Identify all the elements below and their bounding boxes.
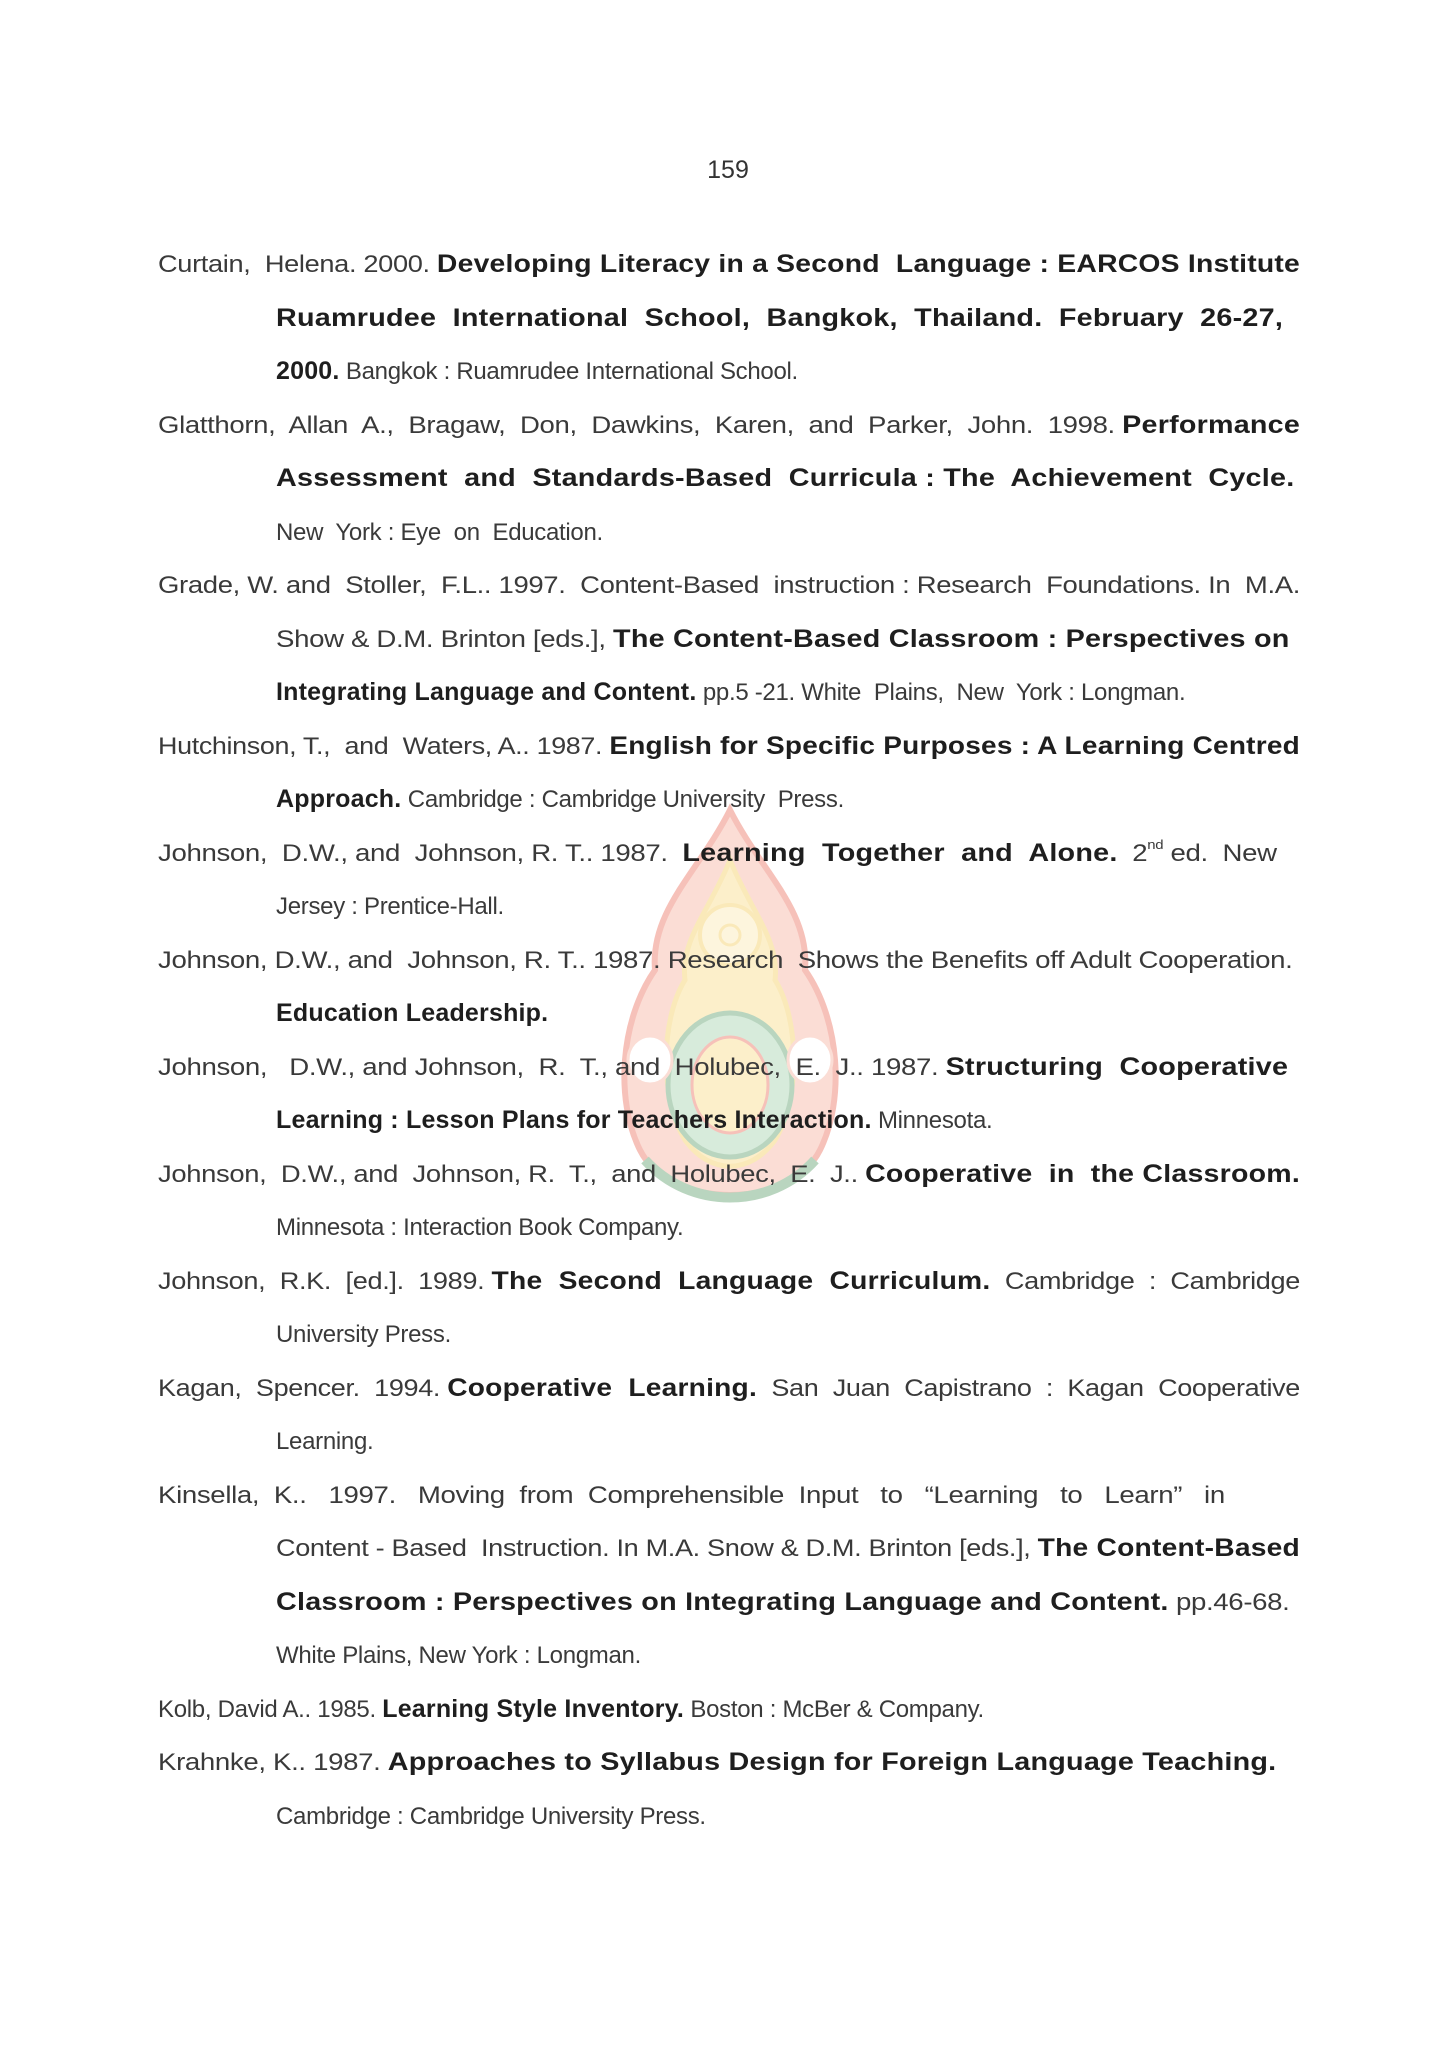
reference-text: University Press. (276, 1321, 451, 1348)
reference-line (158, 720, 1300, 774)
reference-line (158, 1148, 1300, 1202)
reference-line (158, 1362, 1300, 1416)
reference-text: Bangkok : Ruamrudee International School. (339, 358, 798, 385)
reference-entry (158, 399, 1300, 560)
reference-title-text: Assessment and Standards-Based Curricula : The Achievement Cycle. (276, 464, 1295, 492)
reference-text: 2nd (1117, 836, 1164, 867)
reference-text: Minnesota : Interaction Book Company. (276, 1214, 684, 1241)
reference-line (158, 934, 1300, 988)
page-number: 159 (707, 156, 749, 184)
reference-text: New York : Eye on Education. (276, 518, 603, 546)
reference-line (158, 1469, 1300, 1523)
reference-text: Content - Based Instruction. In M.A. Snow & D.M. Brinton [eds.], (276, 1535, 1038, 1562)
reference-line (158, 613, 1300, 667)
reference-line (158, 1415, 1300, 1469)
reference-text: Jersey : Prentice-Hall. (276, 893, 504, 920)
reference-line (158, 1790, 1300, 1844)
reference-title-text: The Content-Based Classroom : Perspectives on (613, 624, 1290, 653)
reference-title-text: Learning Together and Alone. (682, 838, 1118, 867)
reference-entry (158, 1469, 1300, 1683)
reference-text: Kolb, David A.. 1985. (158, 1695, 383, 1723)
reference-text: Kagan, Spencer. 1994. (158, 1374, 448, 1402)
reference-entry (158, 1148, 1300, 1255)
reference-text: Johnson, D.W., and Johnson, R. T.. 1987. (158, 839, 683, 867)
reference-line (158, 666, 1300, 720)
reference-line (158, 1094, 1300, 1148)
reference-title-text: Learning : Lesson Plans for Teachers Interaction. (276, 1106, 872, 1134)
reference-title-text: Approach. (276, 785, 402, 813)
reference-title-text: Performance (1122, 410, 1300, 439)
reference-text: ed. New (1163, 839, 1277, 867)
reference-text: Johnson, D.W., and Johnson, R. T., and Holubec, E. J.. (158, 1160, 866, 1188)
reference-entry (158, 720, 1300, 827)
reference-list (158, 238, 1300, 1843)
reference-text: Cambridge : Cambridge (990, 1267, 1300, 1295)
reference-text: Kinsella, K.. 1997. Moving from Comprehensible Input to “Learning to Learn” in (158, 1481, 1225, 1509)
reference-line (158, 1041, 1300, 1095)
reference-line (158, 238, 1300, 292)
reference-entry (158, 1736, 1300, 1843)
reference-line (158, 880, 1300, 934)
reference-text: Johnson, R.K. [ed.]. 1989. (158, 1267, 492, 1295)
reference-text: pp.5 -21. White Plains, New York : Longman. (696, 679, 1186, 706)
reference-title-text: Classroom : Perspectives on Integrating Language and Content. (276, 1587, 1169, 1616)
reference-entry (158, 559, 1300, 720)
reference-title-text: Ruamrudee International School, Bangkok, Thailand. February 26-27, (276, 303, 1284, 332)
reference-text: Minnesota. (871, 1107, 993, 1134)
reference-text: Johnson, D.W., and Johnson, R. T., and Holubec, E. J.. 1987. (158, 1053, 946, 1081)
reference-line (158, 1629, 1300, 1683)
reference-title-text: The Content-Based (1037, 1534, 1300, 1562)
reference-line (158, 345, 1300, 399)
reference-title-text: Structuring Cooperative (945, 1052, 1289, 1081)
reference-line (158, 1576, 1300, 1630)
reference-line (158, 292, 1300, 346)
reference-text: Hutchinson, T., and Waters, A.. 1987. (158, 732, 610, 760)
reference-text: pp.46-68. (1168, 1588, 1290, 1616)
reference-text: Cambridge : Cambridge University Press. (276, 1802, 706, 1830)
reference-line (158, 1683, 1300, 1737)
reference-text: Curtain, Helena. 2000. (158, 251, 437, 278)
reference-line (158, 1201, 1300, 1255)
reference-text: Learning. (276, 1428, 374, 1455)
reference-title-text: 2000. (276, 357, 340, 385)
reference-line (158, 399, 1300, 453)
reference-title-text: Cooperative in the Classroom. (865, 1159, 1300, 1188)
reference-line (158, 1308, 1300, 1362)
reference-line (158, 1736, 1300, 1790)
reference-text: Glatthorn, Allan A., Bragaw, Don, Dawkins, Karen, and Parker, John. 1998. (158, 411, 1123, 439)
reference-text: Grade, W. and Stoller, F.L.. 1997. Content-Based instruction : Research Foundations. In M.A. (158, 572, 1300, 599)
reference-title-text: Integrating Language and Content. (276, 678, 697, 706)
reference-entry (158, 238, 1300, 399)
reference-title-text: Learning Style Inventory. (382, 1694, 685, 1723)
reference-text: Show & D.M. Brinton [eds.], (276, 625, 614, 653)
reference-title-text: Cooperative Learning. (447, 1373, 758, 1402)
reference-line (158, 506, 1300, 560)
reference-text: White Plains, New York : Longman. (276, 1642, 641, 1669)
reference-title-text: The Second Language Curriculum. (491, 1266, 991, 1295)
reference-line (158, 987, 1300, 1041)
reference-line (158, 452, 1300, 506)
reference-entry (158, 1255, 1300, 1362)
reference-title-text: English for Specific Purposes : A Learning Centred (609, 731, 1300, 760)
reference-entry (158, 934, 1300, 1041)
reference-title-text: Education Leadership. (276, 999, 549, 1027)
superscript-text: nd (1147, 836, 1164, 852)
reference-line (158, 773, 1300, 827)
reference-text: San Juan Capistrano : Kagan Cooperative (757, 1374, 1300, 1402)
reference-line (158, 827, 1300, 881)
reference-entry (158, 1362, 1300, 1469)
reference-line (158, 1255, 1300, 1309)
reference-title-text: Developing Literacy in a Second Language : EARCOS Institute (436, 250, 1300, 278)
reference-line (158, 1522, 1300, 1576)
reference-text: Krahnke, K.. 1987. (158, 1749, 388, 1776)
reference-text: Boston : McBer & Company. (684, 1695, 984, 1723)
reference-entry (158, 827, 1300, 934)
reference-text: Cambridge : Cambridge University Press. (401, 786, 844, 813)
reference-entry (158, 1683, 1300, 1737)
reference-title-text: Approaches to Syllabus Design for Foreign Language Teaching. (387, 1748, 1277, 1776)
reference-line (158, 559, 1300, 613)
reference-entry (158, 1041, 1300, 1148)
reference-text: Johnson, D.W., and Johnson, R. T.. 1987. Research Shows the Benefits off Adult Cooperation. (158, 946, 1293, 974)
